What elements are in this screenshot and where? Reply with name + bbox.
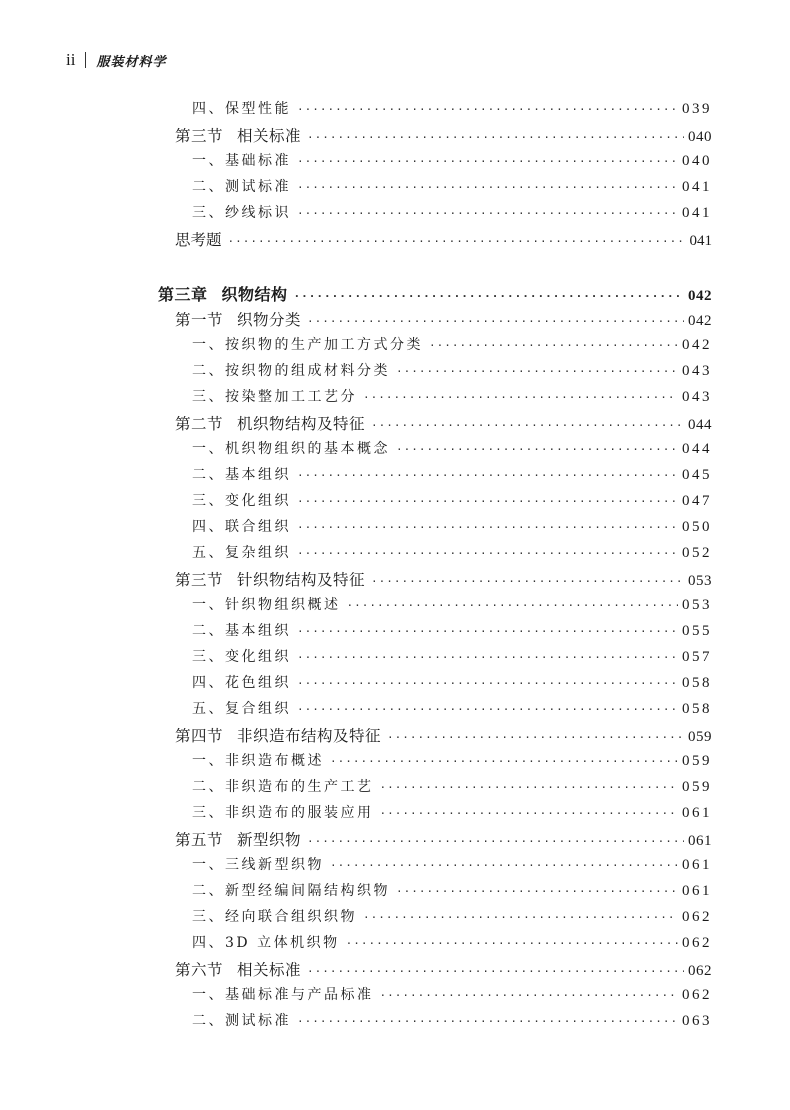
toc-page-number: 061: [682, 883, 712, 899]
toc-entry-title: [192, 646, 291, 666]
toc-page-number: 043: [682, 363, 712, 379]
toc-item-row[interactable]: [192, 984, 712, 1008]
toc-page-number: 050: [682, 519, 712, 535]
toc-item-row[interactable]: [192, 880, 712, 904]
dot-leader: [307, 315, 684, 328]
toc-entry-number: 第六节: [175, 961, 224, 979]
toc-entry-text: 织物分类: [237, 311, 302, 329]
toc-item-row[interactable]: [192, 750, 712, 774]
toc-entry-title: [175, 228, 222, 250]
toc-entry-text: 三、变化组织: [192, 493, 291, 509]
dot-leader: [297, 181, 678, 194]
toc-page-number: 042: [688, 288, 712, 304]
toc-item-row[interactable]: [192, 464, 712, 488]
dot-leader: [387, 731, 684, 744]
toc-section-row[interactable]: [175, 308, 712, 332]
toc-item-row[interactable]: [192, 906, 712, 930]
toc-entry-text: 三、经向联合组织织物: [192, 909, 357, 925]
toc-page-number: 059: [688, 729, 712, 745]
toc-page-number: 062: [682, 935, 712, 951]
toc-entry-text: 二、按织物的组成材料分类: [192, 363, 390, 379]
toc-page-number: 052: [682, 545, 712, 561]
toc-entry-title: [192, 932, 340, 952]
toc-entry-text: 一、非织造布概述: [192, 753, 324, 769]
toc-page-number: 061: [682, 805, 712, 821]
toc-entry-text: 一、基础标准与产品标准: [192, 987, 374, 1003]
dot-leader: [228, 235, 686, 248]
dot-leader: [297, 103, 678, 116]
dot-leader: [297, 703, 678, 716]
toc-entry-title: [192, 334, 423, 354]
dot-leader: [294, 290, 684, 303]
toc-entry-title: [192, 202, 291, 222]
toc-entry-title: [192, 672, 291, 692]
toc-entry-title: [175, 724, 381, 746]
toc-page-number: 053: [688, 573, 712, 589]
toc-page-number: 058: [682, 701, 712, 717]
toc-page-number: 040: [682, 153, 712, 169]
dot-leader: [363, 911, 678, 924]
toc-entry-title: [175, 412, 365, 434]
toc-item-row[interactable]: [192, 672, 712, 696]
toc-page-number: 055: [682, 623, 712, 639]
toc-entry-title: [192, 906, 357, 926]
toc-entry-title: [192, 464, 291, 484]
dot-leader: [380, 807, 679, 820]
toc-entry-title: [192, 98, 291, 118]
toc-item-row[interactable]: [192, 594, 712, 618]
toc-entry-text: 三、按染整加工工艺分: [192, 389, 357, 405]
toc-page-number: 059: [682, 779, 712, 795]
toc-entry-text: 二、新型经编间隔结构织物: [192, 883, 390, 899]
dot-leader: [363, 391, 678, 404]
toc-page-number: 062: [688, 963, 712, 979]
toc-page-number: 059: [682, 753, 712, 769]
toc-entry-text: 新型织物: [237, 831, 302, 849]
toc-entry-title: [175, 308, 301, 330]
toc-entry-number: 第一节: [175, 311, 224, 329]
toc-page-number: 042: [682, 337, 712, 353]
toc-entry-title: [192, 1010, 291, 1030]
toc-item-row[interactable]: [192, 202, 712, 226]
dot-leader: [297, 207, 678, 220]
toc-entry-text: 三、非织造布的服装应用: [192, 805, 374, 821]
toc-entry-title: [175, 828, 301, 850]
toc-entry-title: [175, 958, 301, 980]
toc-entry-title: [192, 698, 291, 718]
dot-leader: [297, 547, 678, 560]
toc-entry-text: 三、变化组织: [192, 649, 291, 665]
dot-leader: [297, 625, 678, 638]
dot-leader: [330, 755, 678, 768]
toc-plain-row[interactable]: [175, 228, 712, 252]
dot-leader: [297, 1015, 678, 1028]
toc-page-number: 041: [682, 205, 712, 221]
toc-entry-title: [192, 516, 291, 536]
toc-entry-text: 机织物结构及特征: [237, 415, 366, 433]
toc-entry-number: 第二节: [175, 415, 224, 433]
toc-entry-title: [192, 802, 374, 822]
toc-page-number: 042: [688, 313, 712, 329]
toc-section-row[interactable]: [175, 412, 712, 436]
toc-entry-text: 针织物结构及特征: [237, 571, 366, 589]
toc-entry-text: 非织造布结构及特征: [237, 727, 382, 745]
toc-section-row[interactable]: [175, 124, 712, 148]
toc-entry-text: 三、纱线标识: [192, 205, 291, 221]
toc-page-number: 061: [682, 857, 712, 873]
dot-leader: [371, 575, 684, 588]
toc-item-row[interactable]: [192, 698, 712, 722]
dot-leader: [307, 131, 684, 144]
toc-chapter-row[interactable]: [158, 282, 712, 306]
toc-entry-text: 四、花色组织: [192, 675, 291, 691]
toc-page-number: 062: [682, 909, 712, 925]
toc-entry-title: [175, 124, 301, 146]
toc-page-number: 058: [682, 675, 712, 691]
toc-entry-text: 四、保型性能: [192, 101, 291, 117]
toc-entry-text: 二、测试标准: [192, 1013, 291, 1029]
toc-entry-number: 第五节: [175, 831, 224, 849]
toc-item-row[interactable]: [192, 802, 712, 826]
dot-leader: [380, 989, 679, 1002]
toc-page-number: 041: [689, 233, 712, 249]
toc-entry-title: [192, 438, 390, 458]
toc-item-row[interactable]: [192, 438, 712, 462]
dot-leader: [396, 365, 678, 378]
toc-entry-title: [192, 750, 324, 770]
toc-entry-title: [175, 568, 365, 590]
toc-entry-text: 一、三线新型织物: [192, 857, 324, 873]
toc-entry-title: [158, 282, 288, 305]
toc-entry-title: [192, 386, 357, 406]
toc-entry-title: [192, 620, 291, 640]
toc-entry-number: 第三章: [158, 285, 208, 304]
toc-item-row[interactable]: [192, 620, 712, 644]
toc-entry-title: [192, 490, 291, 510]
toc-entry-number: 第四节: [175, 727, 224, 745]
toc-section-row[interactable]: [175, 724, 712, 748]
toc-item-row[interactable]: [192, 854, 712, 878]
toc-page-number: 041: [682, 179, 712, 195]
toc-item-row[interactable]: [192, 490, 712, 514]
toc-item-row[interactable]: [192, 542, 712, 566]
dot-leader: [380, 781, 679, 794]
toc-item-row[interactable]: [192, 776, 712, 800]
toc-page-number: 062: [682, 987, 712, 1003]
toc-entry-text: 五、复合组织: [192, 701, 291, 717]
toc-item-row[interactable]: [192, 646, 712, 670]
toc-page-number: 043: [682, 389, 712, 405]
toc-item-row[interactable]: [192, 932, 712, 956]
dot-leader: [346, 937, 678, 950]
toc-page-number: 053: [682, 597, 712, 613]
toc-entry-text: 一、按织物的生产加工方式分类: [192, 337, 423, 353]
toc-entry-text: 相关标准: [237, 961, 302, 979]
toc-entry-text: 一、机织物组织的基本概念: [192, 441, 390, 457]
toc-item-row[interactable]: [192, 386, 712, 410]
toc-item-row[interactable]: [192, 334, 712, 358]
toc-item-row[interactable]: [192, 1010, 712, 1034]
dot-leader: [330, 859, 678, 872]
toc-entry-text: 二、非织造布的生产工艺: [192, 779, 374, 795]
toc-item-row[interactable]: [192, 516, 712, 540]
dot-leader: [297, 469, 678, 482]
toc-entry-title: [192, 176, 291, 196]
toc-page-number: 057: [682, 649, 712, 665]
toc-item-row[interactable]: [192, 360, 712, 384]
toc-page-number: 045: [682, 467, 712, 483]
toc-entry-number: 第三节: [175, 571, 224, 589]
toc-page-number: 044: [688, 417, 712, 433]
toc-entry-text: 思考题: [175, 231, 222, 249]
toc-item-row[interactable]: [192, 176, 712, 200]
toc-entry-text: 二、测试标准: [192, 179, 291, 195]
toc-page-number: 047: [682, 493, 712, 509]
toc-entry-title: [192, 776, 374, 796]
toc-section-row[interactable]: [175, 958, 712, 982]
toc-item-row[interactable]: [192, 150, 712, 174]
dot-leader: [297, 155, 678, 168]
dot-leader: [347, 599, 679, 612]
toc-entry-text: 一、基础标准: [192, 153, 291, 169]
toc-page-number: 039: [682, 101, 712, 117]
toc-page-number: 063: [682, 1013, 712, 1029]
dot-leader: [297, 521, 678, 534]
toc-entry-title: [192, 594, 341, 614]
dot-leader: [307, 965, 684, 978]
toc-entry-title: [192, 880, 390, 900]
toc-entry-text: 相关标准: [237, 127, 302, 145]
toc-section-row[interactable]: [175, 828, 712, 852]
toc-entry-text: 织物结构: [221, 285, 288, 304]
toc-item-row[interactable]: [192, 98, 712, 122]
toc-entry-text: 二、基本组织: [192, 623, 291, 639]
toc-entry-text: 一、针织物组织概述: [192, 597, 341, 613]
toc-entry-text: 四、3D 立体机织物: [192, 935, 340, 951]
dot-leader: [297, 495, 678, 508]
toc-entry-title: [192, 360, 390, 380]
toc-entry-title: [192, 984, 374, 1004]
dot-leader: [307, 835, 684, 848]
dot-leader: [297, 677, 678, 690]
toc-entry-title: [192, 542, 291, 562]
dot-leader: [396, 443, 678, 456]
page-number: ii: [66, 50, 76, 69]
dot-leader: [396, 885, 678, 898]
toc-entry-text: 五、复杂组织: [192, 545, 291, 561]
toc-page-number: 040: [688, 129, 712, 145]
toc-entry-number: 第三节: [175, 127, 224, 145]
toc-page-number: 044: [682, 441, 712, 457]
dot-leader: [371, 419, 684, 432]
dot-leader: [297, 651, 678, 664]
toc-entry-title: [192, 150, 291, 170]
toc-section-row[interactable]: [175, 568, 712, 592]
toc-entry-text: 二、基本组织: [192, 467, 291, 483]
toc-entry-text: 四、联合组织: [192, 519, 291, 535]
dot-leader: [429, 339, 678, 352]
toc-page-number: 061: [688, 833, 712, 849]
toc-entry-title: [192, 854, 324, 874]
book-title: 服装材料学: [96, 54, 167, 70]
